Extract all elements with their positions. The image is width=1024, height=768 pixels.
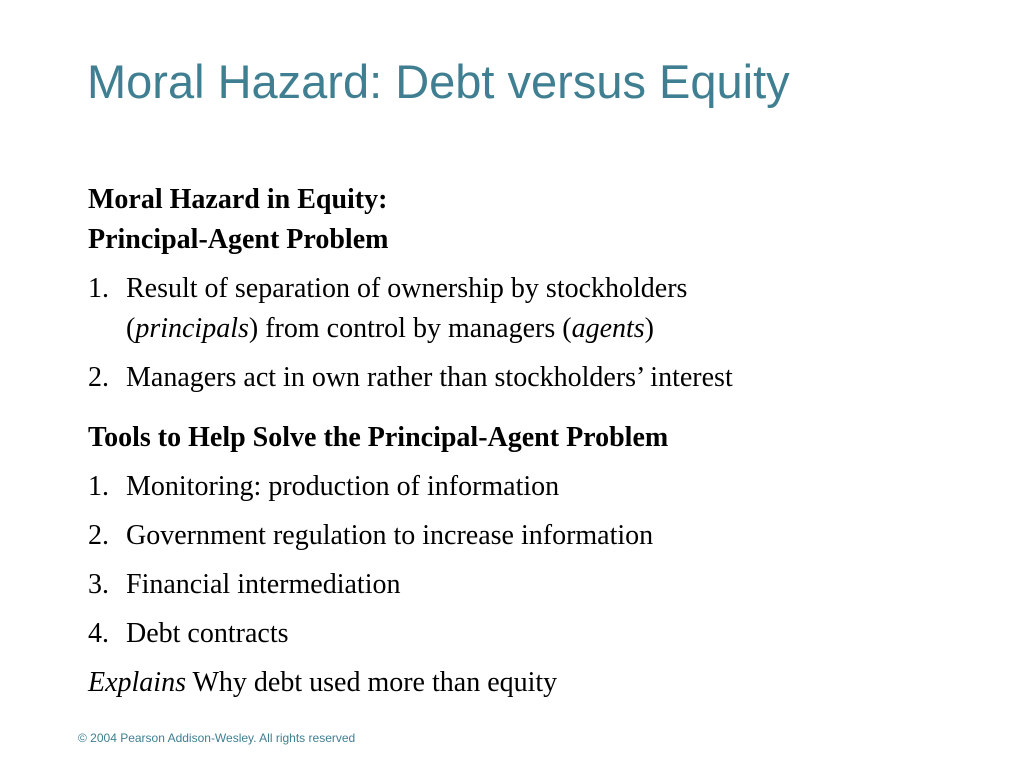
list-item <box>88 467 988 507</box>
explains-term: Explains <box>88 667 186 698</box>
list-number: 2. <box>88 520 109 551</box>
list-item-text: Government regulation to increase information <box>126 520 654 551</box>
principal-agent-list <box>88 269 988 398</box>
list-number: 4. <box>88 618 109 649</box>
list-item <box>88 565 988 605</box>
section-heading-moral-hazard-equity <box>88 180 988 260</box>
slide-body <box>88 180 988 731</box>
list-number: 3. <box>88 569 109 600</box>
list-item-text <box>126 269 988 349</box>
list-number: 2. <box>88 362 109 393</box>
list-number: 1. <box>88 273 109 304</box>
item-line-1: Result of separation of ownership by stockholders <box>126 273 688 304</box>
list-number: 1. <box>88 471 109 502</box>
tools-list <box>88 467 988 654</box>
list-item-text: Financial intermediation <box>126 569 401 600</box>
slide-title: Moral Hazard: Debt versus Equity <box>87 55 790 108</box>
list-item-text: Monitoring: production of information <box>126 471 560 502</box>
tools-section <box>88 418 988 703</box>
heading-line-1: Moral Hazard in Equity: <box>88 184 388 215</box>
closing-text: Why debt used more than equity <box>186 667 558 698</box>
principal-agent-section <box>88 180 988 398</box>
copyright-footer: © 2004 Pearson Addison-Wesley. All rights reserved <box>78 731 356 745</box>
closing-statement <box>88 663 988 703</box>
paren-close: ) <box>644 313 654 344</box>
agents-term: agents <box>571 313 645 344</box>
list-item <box>88 269 988 349</box>
paren-open: ( <box>126 313 136 344</box>
list-item-text: Debt contracts <box>126 618 289 649</box>
list-item <box>88 516 988 556</box>
list-item-text: Managers act in own rather than stockholders’ interest <box>126 362 733 393</box>
principals-term: principals <box>135 313 249 344</box>
item-middle-text: ) from control by managers ( <box>248 313 572 344</box>
list-item <box>88 614 988 654</box>
section-heading-tools: Tools to Help Solve the Principal-Agent Problem <box>88 422 669 453</box>
heading-line-2: Principal-Agent Problem <box>88 224 389 255</box>
list-item <box>88 358 988 398</box>
